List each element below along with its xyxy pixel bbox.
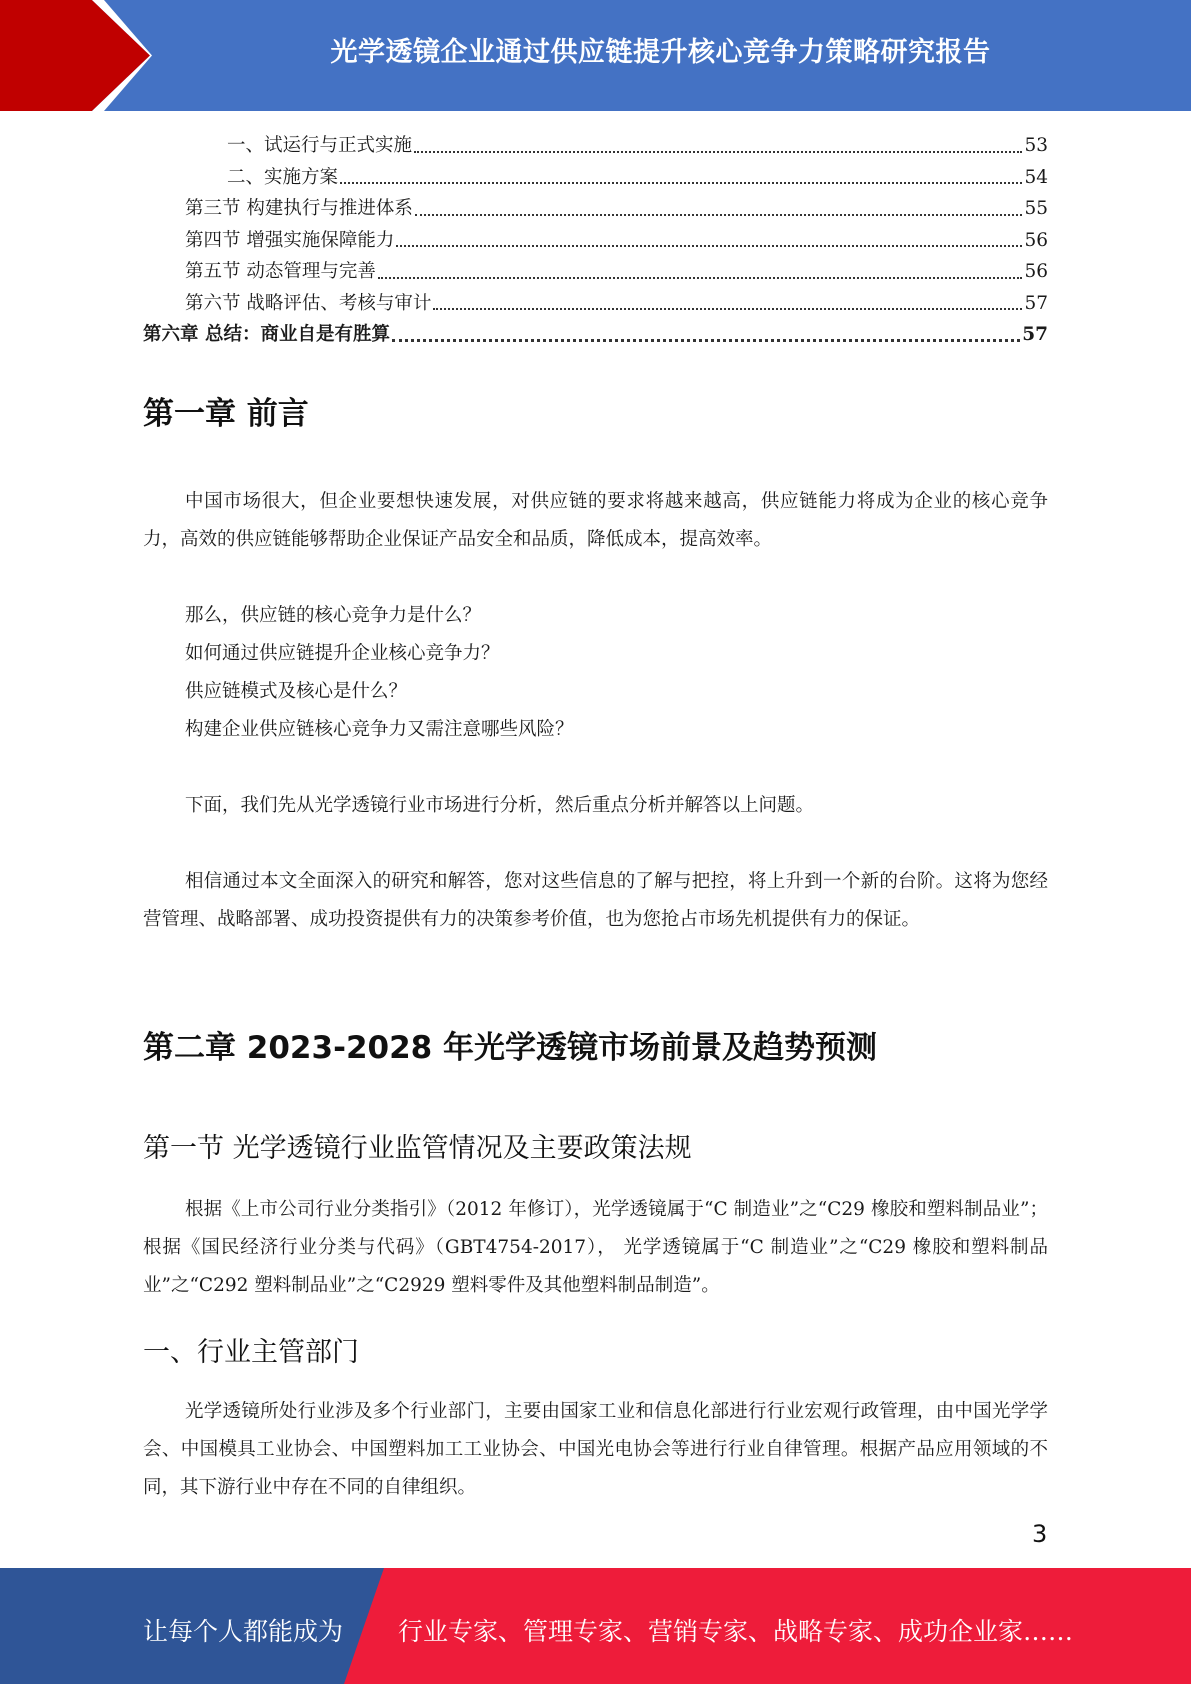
toc-entry-page: 56 [1024, 261, 1048, 282]
page-footer [0, 1568, 1191, 1684]
toc-leader [392, 338, 1020, 342]
page-number: 3 [1032, 1520, 1048, 1548]
question-line: 供应链模式及核心是什么？ [185, 681, 408, 702]
chapter-heading: 第一章 前言 [143, 396, 309, 432]
toc-entry[interactable] [143, 193, 1048, 225]
toc-entry[interactable] [143, 162, 1048, 194]
paragraph: 光学透镜所处行业涉及多个行业部门，主要由国家工业和信息化部进行行业宏观行政管理，由中国光学学会、中国模具工业协会、中国塑料加工工业协会、中国光电协会等进行行业自律管理。根据产品应用领域的不同，其下游行业中存在不同的自律组织。 [143, 1401, 1048, 1498]
paragraph: 根据《上市公司行业分类指引》（2012 年修订），光学透镜属于“C 制造业”之“C29 橡胶和塑料制品业”；根据《国民经济行业分类与代码》（GBT4754-2017）， 光学透镜属于“C 制造业”之“C29 橡胶和塑料制品业”之“C292 塑料制品业”之“C2929 塑料零件及其他塑料制品制造”。 [143, 1199, 1048, 1296]
toc-entry-title: 一、试运行与正式实施 [227, 135, 413, 156]
question-line: 构建企业供应链核心竞争力又需注意哪些风险？ [185, 719, 574, 740]
footer-slogan-right: 行业专家、管理专家、营销专家、战略专家、成功企业家…… [398, 1617, 1074, 1646]
section-heading: 第一节 光学透镜行业监管情况及主要政策法规 [143, 1133, 692, 1164]
paragraph: 中国市场很大，但企业要想快速发展，对供应链的要求将越来越高，供应链能力将成为企业的核心竞争力，高效的供应链能够帮助企业保证产品安全和品质，降低成本，提高效率。 [143, 491, 1048, 550]
toc-leader [378, 276, 1023, 279]
paragraph: 相信通过本文全面深入的研究和解答，您对这些信息的了解与把控，将上升到一个新的台阶。这将为您经营管理、战略部署、成功投资提供有力的决策参考价值，也为您抢占市场先机提供有力的保证。 [143, 871, 1048, 930]
toc-entry[interactable] [143, 256, 1048, 288]
toc-leader [396, 244, 1022, 247]
toc-entry-page: 53 [1024, 135, 1048, 156]
toc-leader [414, 150, 1022, 153]
footer-slogan-left: 让每个人都能成为 [143, 1617, 344, 1646]
toc-entry[interactable] [143, 225, 1048, 257]
toc-leader [340, 181, 1022, 184]
toc-entry-page: 56 [1024, 229, 1048, 251]
toc-entry-title: 二、实施方案 [227, 166, 339, 188]
toc-entry-title: 第四节 增强实施保障能力 [185, 229, 395, 251]
toc-entry-page: 54 [1024, 166, 1048, 188]
toc-entry-page: 55 [1024, 198, 1048, 219]
page-header [0, 0, 1191, 111]
red-chevron-icon [0, 0, 160, 111]
table-of-contents [143, 130, 1048, 351]
question-line: 如何通过供应链提升企业核心竞争力？ [185, 643, 500, 664]
toc-entry[interactable] [143, 288, 1048, 320]
toc-entry-page: 57 [1024, 292, 1048, 314]
toc-entry-title: 第五节 动态管理与完善 [185, 261, 376, 282]
chapter-heading: 第二章 2023-2028 年光学透镜市场前景及趋势预测 [143, 1030, 878, 1066]
toc-leader [415, 213, 1023, 216]
paragraph: 下面，我们先从光学透镜行业市场进行分析，然后重点分析并解答以上问题。 [185, 795, 815, 816]
subsection-heading: 一、行业主管部门 [143, 1337, 359, 1368]
toc-entry[interactable] [143, 319, 1048, 351]
report-title: 光学透镜企业通过供应链提升核心竞争力策略研究报告 [330, 37, 991, 68]
toc-entry-title: 第三节 构建执行与推进体系 [185, 198, 413, 219]
question-line: 那么，供应链的核心竞争力是什么？ [185, 605, 482, 626]
toc-entry-title: 第六节 战略评估、考核与审计 [185, 292, 432, 314]
toc-entry[interactable] [143, 130, 1048, 162]
toc-leader [433, 307, 1022, 310]
toc-entry-title: 第六章 总结：商业自是有胜算 [143, 324, 390, 345]
toc-entry-page: 57 [1022, 324, 1048, 345]
